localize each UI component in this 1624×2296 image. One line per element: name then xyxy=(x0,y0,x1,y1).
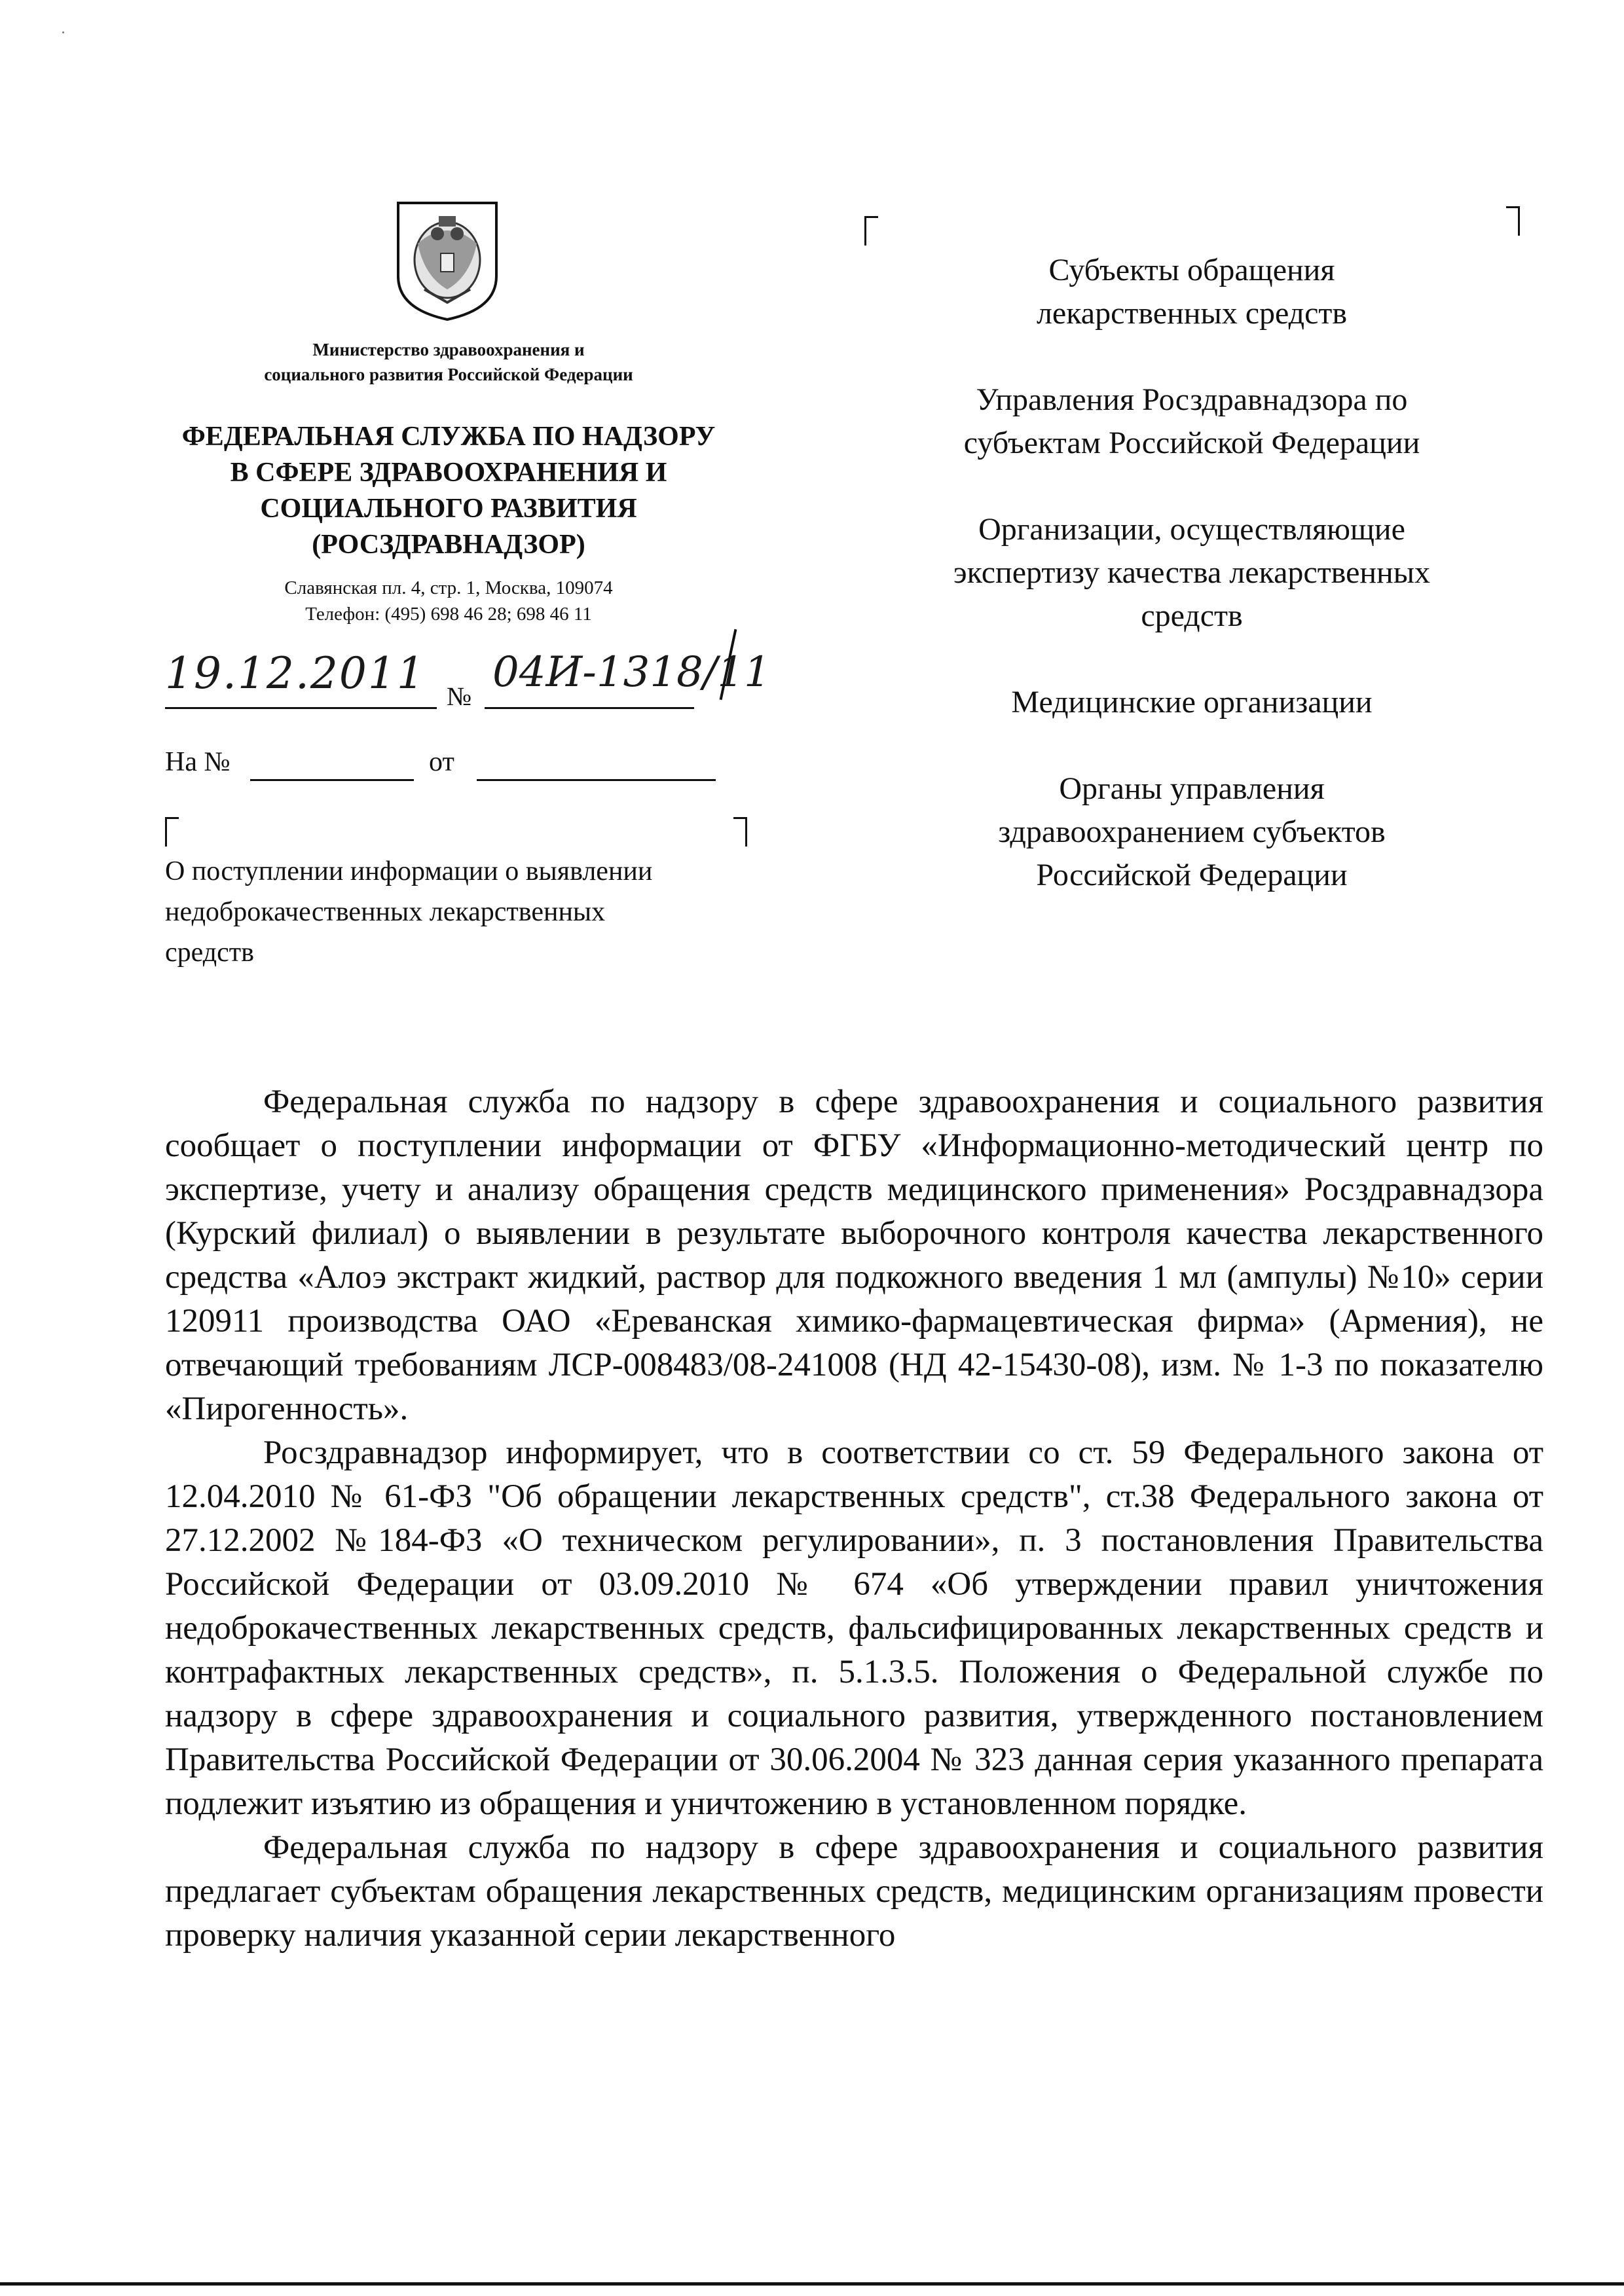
addressee-line: Организации, осуществляющие xyxy=(978,512,1405,547)
outgoing-number: 04И-1318/11 xyxy=(492,648,771,697)
addressee xyxy=(897,508,1486,638)
subject-line: О поступлении информации о выявлении xyxy=(165,856,653,886)
addressee-line: Медицинские организации xyxy=(1011,685,1373,720)
ministry-line: Министерство здравоохранения и xyxy=(312,340,585,359)
agency-line: СОЦИАЛЬНОГО РАЗВИТИЯ xyxy=(260,494,637,524)
subject-line: недоброкачественных лекарственных xyxy=(165,897,606,927)
number-underline xyxy=(485,707,694,709)
number-sign: № xyxy=(447,682,472,711)
addressee-bracket-right xyxy=(1506,206,1520,236)
scan-speck xyxy=(62,31,64,33)
addressee-list xyxy=(897,249,1486,940)
agency-line: ФЕДЕРАЛЬНАЯ СЛУЖБА ПО НАДЗОРУ xyxy=(181,422,716,452)
reply-number-label: На № xyxy=(165,747,231,777)
sender-phone: Телефон: (495) 698 46 28; 698 46 11 xyxy=(305,604,592,625)
addressee-line: Субъекты обращения xyxy=(1048,253,1335,287)
reply-number-blank xyxy=(250,779,414,781)
body-paragraph: Росздравнадзор информирует, что в соответствии со ст. 59 Федерального закона от 12.04.2010 № 61-ФЗ "Об обращении лекарственных средств", ст.38 Федерального закона от 27.12.2002 №184-ФЗ «О техническом регулировании», п. 3 постановления Правительства Российской Федерации от 03.09.2010 № 674 «Об утверждении правил уничтожения недоброкачественных лекарственных средств, фальсифицированных лекарственных средств и контрафактных лекарственных средств», п. 5.1.3.5. Положения о Федеральной службе по надзору в сфере здравоохранения и социального развития, утвержденного постановлением Правительства Российской Федерации от 30.06.2004 № 323 данная серия указанного препарата подлежит изъятию из обращения и уничтожению в установленном порядке. xyxy=(165,1434,1543,1822)
subject-bracket-right xyxy=(733,817,747,847)
addressee xyxy=(897,767,1486,897)
addressee-line: Российской Федерации xyxy=(1036,858,1348,892)
ministry-line: социального развития Российской Федерации xyxy=(264,365,633,384)
letter-subject xyxy=(165,851,754,973)
addressee-line: средств xyxy=(1141,598,1243,633)
addressee xyxy=(897,249,1486,335)
body-paragraph: Федеральная служба по надзору в сфере здравоохранения и социального развития предлагает субъектам обращения лекарственных средств, медицинским организациям провести проверку наличия указанной серии лекарственного xyxy=(165,1829,1543,1954)
outgoing-date: 19.12.2011 xyxy=(165,648,426,699)
addressee xyxy=(897,681,1486,724)
ministry-name xyxy=(196,337,701,387)
addressee-line: здравоохранением субъектов xyxy=(998,814,1386,849)
addressee-line: Органы управления xyxy=(1059,771,1325,806)
addressee xyxy=(897,378,1486,465)
date-underline xyxy=(165,707,437,709)
sender-contacts xyxy=(196,575,701,627)
addressee-line: экспертизу качества лекарственных xyxy=(953,555,1430,590)
page-bottom-rule xyxy=(0,2282,1624,2286)
subject-line: средств xyxy=(165,938,254,968)
letter-body xyxy=(165,1080,1543,1958)
agency-line: (РОСЗДРАВНАДЗОР) xyxy=(312,530,585,560)
coat-of-arms-icon xyxy=(392,198,503,322)
reply-from-label: от xyxy=(429,747,454,777)
reply-date-blank xyxy=(477,779,716,781)
addressee-line: лекарственных средств xyxy=(1036,296,1348,331)
subject-bracket-left xyxy=(165,817,179,847)
sender-address: Славянская пл. 4, стр. 1, Москва, 109074 xyxy=(284,577,613,598)
body-paragraph: Федеральная служба по надзору в сфере здравоохранения и социального развития сообщает о поступлении информации от ФГБУ «Информационно-методический центр по экспертизе, учету и анализу обращения средств медицинского применения» Росздравнадзора (Курский филиал) о выявлении в результате выборочного контроля качества лекарственного средства «Алоэ экстракт жидкий, раствор для подкожного введения 1 мл (ампулы) №10» серии 120911 производства ОАО «Ереванская химико-фармацевтическая фирма» (Армения), не отвечающий требованиям ЛСР-008483/08-241008 (НД 42-15430-08), изм. № 1-3 по показателю «Пирогенность». xyxy=(165,1084,1543,1427)
addressee-bracket-left xyxy=(864,216,878,246)
addressee-line: Управления Росздравнадзора по xyxy=(976,382,1408,417)
addressee-line: субъектам Российской Федерации xyxy=(963,426,1420,460)
agency-name xyxy=(147,419,750,563)
agency-line: В СФЕРЕ ЗДРАВООХРАНЕНИЯ И xyxy=(230,458,667,488)
